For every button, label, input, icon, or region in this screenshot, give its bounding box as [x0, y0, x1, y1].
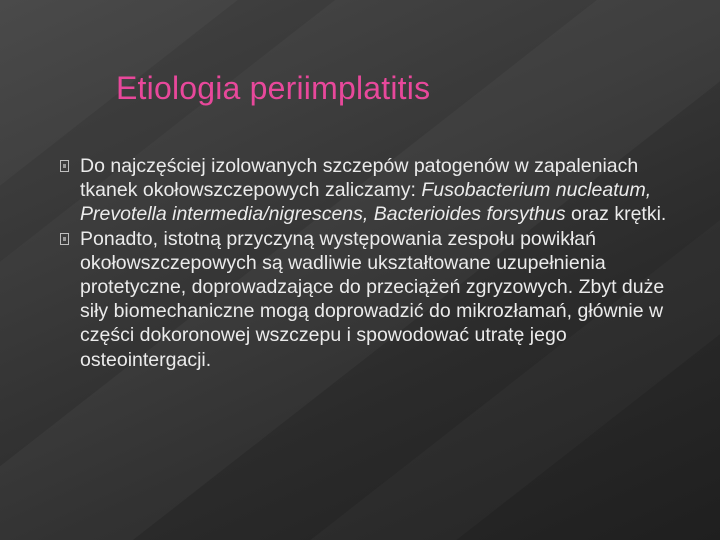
square-bullet-icon: [60, 233, 69, 245]
bullet-text-segment: Ponadto, istotną przyczyną występowania zespołu powikłań okołowszczepowych są wadliwie ukształtowane uzupełnienia protetyczne, doprowadzające do przeciążeń zgryzowych. Zbyt duże siły biomechaniczne mogą doprowadzić do mikrozłamań, głównie w części dokoronowej wszczepu i spowodować utratę jego osteointergacji.: [80, 227, 665, 371]
slide-title: Etiologia periimplatitis: [116, 70, 431, 106]
bullet-item: [80, 154, 680, 227]
bullet-item: [80, 227, 680, 372]
bullet-text-segment: Do najczęściej izolowanych szczepów patogenów w zapaleniach tkanek okołowszczepowych zaliczamy:: [80, 155, 639, 202]
square-bullet-icon: [60, 160, 69, 172]
bullet-text-italic-segment: Fusobacterium nucleatum, Prevotella intermedia/nigrescens, Bacterioides forsythus: [80, 179, 652, 226]
bullet-list: [80, 154, 680, 372]
bullet-text-segment: oraz krętki.: [565, 203, 667, 226]
